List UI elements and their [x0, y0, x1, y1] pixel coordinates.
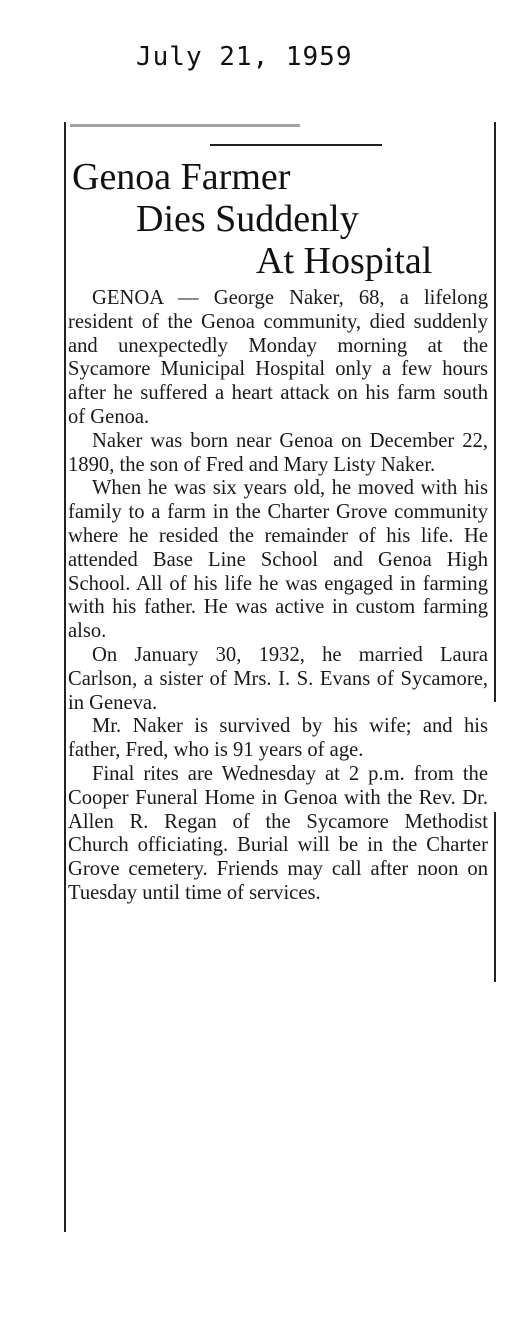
paragraph-2: Naker was born near Genoa on December 22, 1890, the son of Fred and Mary Listy Naker.	[68, 429, 488, 476]
paragraph-6: Final rites are Wednesday at 2 p.m. from the Cooper Funeral Home in Genoa with the Rev. Dr. Allen R. Regan of the Sycamore Methodist Church officiating. Burial will be in the Charter Grove cemetery. Friends may call after noon on Tuesday until time of services.	[68, 762, 488, 904]
headline-rule	[210, 144, 382, 146]
paragraph-4: On January 30, 1932, he married Laura Carlson, a sister of Mrs. I. S. Evans of Sycamore, in Geneva.	[68, 643, 488, 714]
newspaper-clipping	[58, 112, 498, 1242]
headline-line-1: Genoa Farmer	[72, 156, 291, 198]
clipping-left-edge	[64, 122, 66, 1232]
paragraph-1: GENOA — George Naker, 68, a lifelong resident of the Genoa community, died suddenly and unexpectedly Monday morning at the Sycamore Municipal Hospital only a few hours after he suffered a heart attack on his farm south of Genoa.	[68, 287, 488, 428]
clipping-right-edge	[494, 122, 496, 702]
clipping-cut-edge	[70, 114, 300, 127]
clipping-right-edge-lower	[494, 812, 496, 982]
paragraph-5: Mr. Naker is survived by his wife; and his father, Fred, who is 91 years of age.	[68, 715, 488, 762]
date-label: July 21, 1959	[136, 42, 353, 72]
paragraph-3: When he was six years old, he moved with his family to a farm in the Charter Grove community where he resided the remainder of his life. He attended Base Line School and Genoa High School. All of his life he was engaged in farming with his father. He was active in custom farming also.	[68, 477, 488, 643]
headline-line-3: At Hospital	[256, 240, 433, 282]
headline-line-2: Dies Suddenly	[136, 198, 359, 240]
article-body	[68, 287, 488, 906]
